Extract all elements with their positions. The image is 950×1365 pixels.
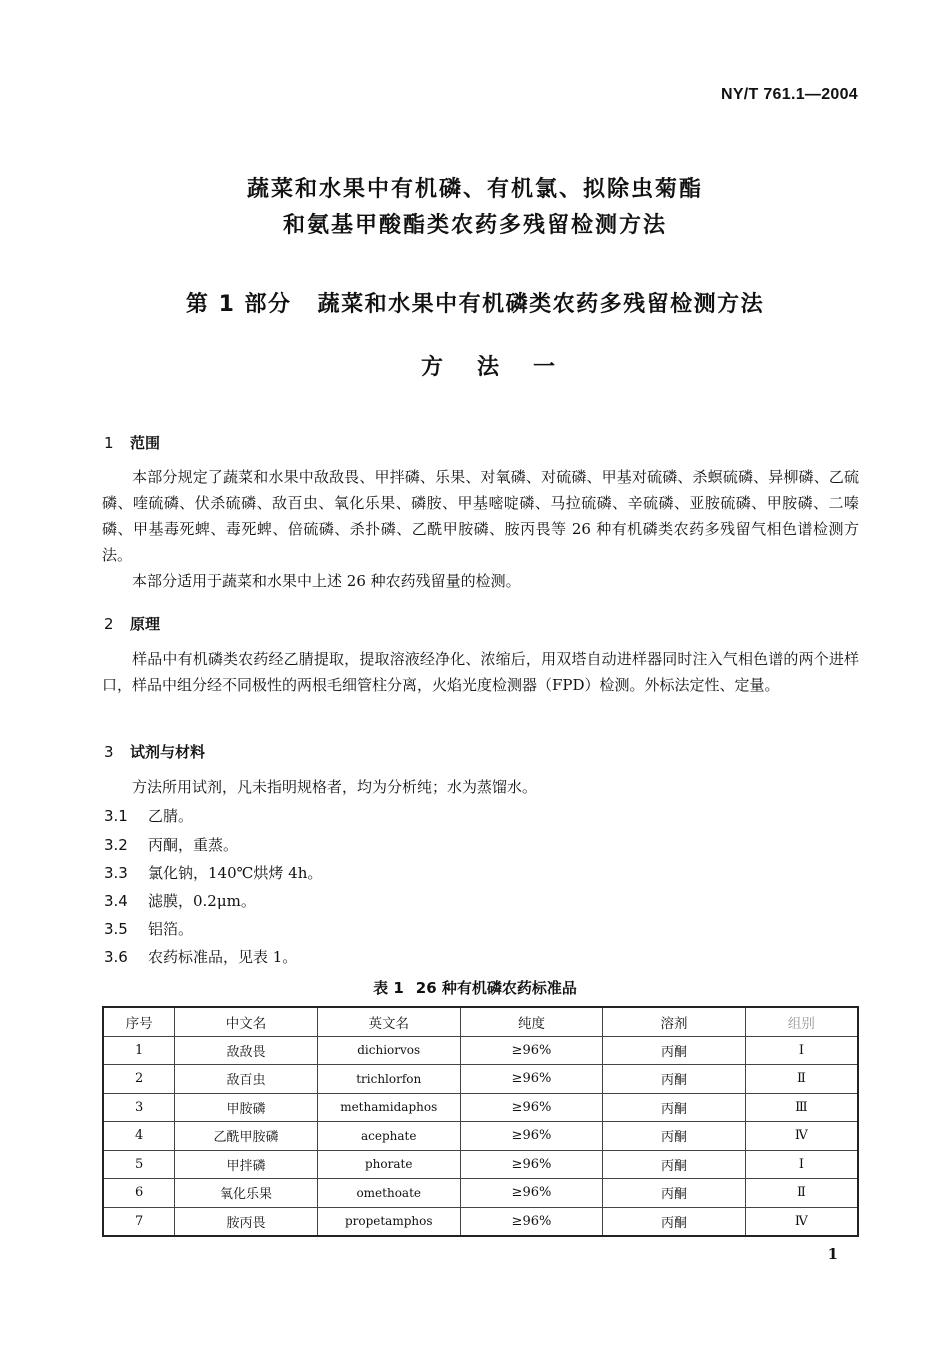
- section-title: 试剂与材料: [130, 743, 206, 761]
- cell-solvent: 丙酮: [603, 1093, 746, 1122]
- section-3-heading: [104, 741, 205, 762]
- table-caption-label: 表 1: [373, 979, 404, 997]
- section-number: 2: [104, 615, 114, 633]
- cell-solvent: 丙酮: [603, 1207, 746, 1236]
- title-line-2: 和氨基甲酸酯类农药多残留检测方法: [282, 213, 667, 238]
- cell-group: Ⅱ: [745, 1179, 858, 1208]
- cell-group: Ⅲ: [745, 1093, 858, 1122]
- standard-number: NY/T 761.1—2004: [720, 86, 858, 103]
- title-line-1: 蔬菜和水果中有机磷、有机氯、拟除虫菊酯: [246, 177, 703, 202]
- cell-solvent: 丙酮: [603, 1065, 746, 1094]
- cell-purity: ≥96%: [460, 1036, 603, 1065]
- cell-english-name: trichlorfon: [317, 1065, 460, 1094]
- item-text: 氯化钠，140℃烘烤 4h。: [148, 864, 323, 882]
- cell-purity: ≥96%: [460, 1207, 603, 1236]
- cell-chinese-name: 敌敌畏: [175, 1036, 318, 1065]
- header-english-name: 英文名: [317, 1007, 460, 1036]
- cell-solvent: 丙酮: [603, 1036, 746, 1065]
- cell-chinese-name: 乙酰甲胺磷: [175, 1122, 318, 1151]
- paragraph-text: 样品中有机磷类农药经乙腈提取，提取溶液经净化、浓缩后，用双塔自动进样器同时注入气相色谱的两个进样口，样品中组分经不同极性的两根毛细管柱分离，火焰光度检测器（FPD）检测。外标法定性、定量。: [102, 650, 859, 694]
- cell-english-name: omethoate: [317, 1179, 460, 1208]
- section-title: 原理: [130, 615, 161, 633]
- table-caption-title: 26 种有机磷农药标准品: [415, 979, 577, 997]
- item-number: 3.6: [104, 948, 128, 966]
- cell-index: 5: [103, 1150, 175, 1179]
- cell-index: 6: [103, 1179, 175, 1208]
- page-number: 1: [827, 1245, 838, 1263]
- section-title: 范围: [130, 434, 161, 452]
- cell-index: 7: [103, 1207, 175, 1236]
- cell-index: 3: [103, 1093, 175, 1122]
- cell-chinese-name: 氧化乐果: [175, 1179, 318, 1208]
- cell-purity: ≥96%: [460, 1093, 603, 1122]
- part-title: [0, 287, 950, 318]
- cell-index: 4: [103, 1122, 175, 1151]
- cell-chinese-name: 甲胺磷: [175, 1093, 318, 1122]
- table-row: [103, 1036, 858, 1065]
- item-text: 滤膜，0.2μm。: [148, 892, 256, 910]
- table-row: [103, 1150, 858, 1179]
- item-number: 3.1: [104, 807, 128, 825]
- section-1-paragraph-1: [102, 464, 859, 568]
- cell-purity: ≥96%: [460, 1150, 603, 1179]
- item-text: 农药标准品，见表 1。: [148, 948, 298, 966]
- cell-english-name: methamidaphos: [317, 1093, 460, 1122]
- cell-solvent: 丙酮: [603, 1122, 746, 1151]
- part-label: 第 1 部分: [185, 292, 292, 317]
- item-number: 3.4: [104, 892, 128, 910]
- cell-index: 2: [103, 1065, 175, 1094]
- header-chinese-name: 中文名: [175, 1007, 318, 1036]
- section-3-paragraph-1: [102, 774, 859, 800]
- item-number: 3.5: [104, 920, 128, 938]
- list-item: [104, 918, 193, 939]
- paragraph-text: 本部分规定了蔬菜和水果中敌敌畏、甲拌磷、乐果、对氧磷、对硫磷、甲基对硫磷、杀螟硫磷、异柳磷、乙硫磷、喹硫磷、伏杀硫磷、敌百虫、氧化乐果、磷胺、甲基嘧啶磷、马拉硫磷、辛硫磷、亚胺硫磷、甲胺磷、二嗪磷、甲基毒死蜱、毒死蜱、倍硫磷、杀扑磷、乙酰甲胺磷、胺丙畏等 26 种有机磷类农药多残留气相色谱检测方法。: [102, 468, 859, 564]
- list-item: [104, 862, 322, 883]
- cell-english-name: phorate: [317, 1150, 460, 1179]
- header-purity: 纯度: [460, 1007, 603, 1036]
- section-1-paragraph-2: [102, 568, 859, 594]
- table-header-row: [103, 1007, 858, 1036]
- cell-purity: ≥96%: [460, 1179, 603, 1208]
- section-1-heading: [104, 432, 160, 453]
- paragraph-text: 方法所用试剂，凡未指明规格者，均为分析纯；水为蒸馏水。: [132, 778, 538, 796]
- cell-group: Ⅰ: [745, 1150, 858, 1179]
- item-text: 乙腈。: [148, 807, 194, 825]
- method-title: 方法一: [420, 355, 589, 380]
- cell-english-name: propetamphos: [317, 1207, 460, 1236]
- section-2-heading: [104, 613, 160, 634]
- cell-index: 1: [103, 1036, 175, 1065]
- cell-group: Ⅱ: [745, 1065, 858, 1094]
- cell-chinese-name: 甲拌磷: [175, 1150, 318, 1179]
- item-text: 丙酮，重蒸。: [148, 836, 239, 854]
- cell-solvent: 丙酮: [603, 1150, 746, 1179]
- item-text: 铝箔。: [148, 920, 194, 938]
- table-row: [103, 1093, 858, 1122]
- item-number: 3.2: [104, 836, 128, 854]
- paragraph-text: 本部分适用于蔬菜和水果中上述 26 种农药残留量的检测。: [132, 572, 521, 590]
- item-number: 3.3: [104, 864, 128, 882]
- table-row: [103, 1207, 858, 1236]
- list-item: [104, 946, 297, 967]
- table-row: [103, 1179, 858, 1208]
- section-2-paragraph-1: [102, 646, 859, 698]
- cell-group: Ⅳ: [745, 1122, 858, 1151]
- table-row: [103, 1065, 858, 1094]
- list-item: [104, 890, 256, 911]
- section-number: 1: [104, 434, 114, 452]
- cell-english-name: acephate: [317, 1122, 460, 1151]
- cell-group: Ⅰ: [745, 1036, 858, 1065]
- part-title-text: 蔬菜和水果中有机磷类农药多残留检测方法: [317, 292, 765, 317]
- cell-solvent: 丙酮: [603, 1179, 746, 1208]
- header-index: 序号: [103, 1007, 175, 1036]
- header-group: 组别: [745, 1007, 858, 1036]
- cell-group: Ⅳ: [745, 1207, 858, 1236]
- table-row: [103, 1122, 858, 1151]
- list-item: [104, 834, 238, 855]
- list-item: [104, 805, 193, 826]
- cell-chinese-name: 胺丙畏: [175, 1207, 318, 1236]
- pesticide-standards-table: [102, 1006, 859, 1237]
- header-solvent: 溶剂: [603, 1007, 746, 1036]
- cell-purity: ≥96%: [460, 1065, 603, 1094]
- table-caption: [0, 977, 950, 998]
- cell-chinese-name: 敌百虫: [175, 1065, 318, 1094]
- cell-english-name: dichiorvos: [317, 1036, 460, 1065]
- section-number: 3: [104, 743, 114, 761]
- cell-purity: ≥96%: [460, 1122, 603, 1151]
